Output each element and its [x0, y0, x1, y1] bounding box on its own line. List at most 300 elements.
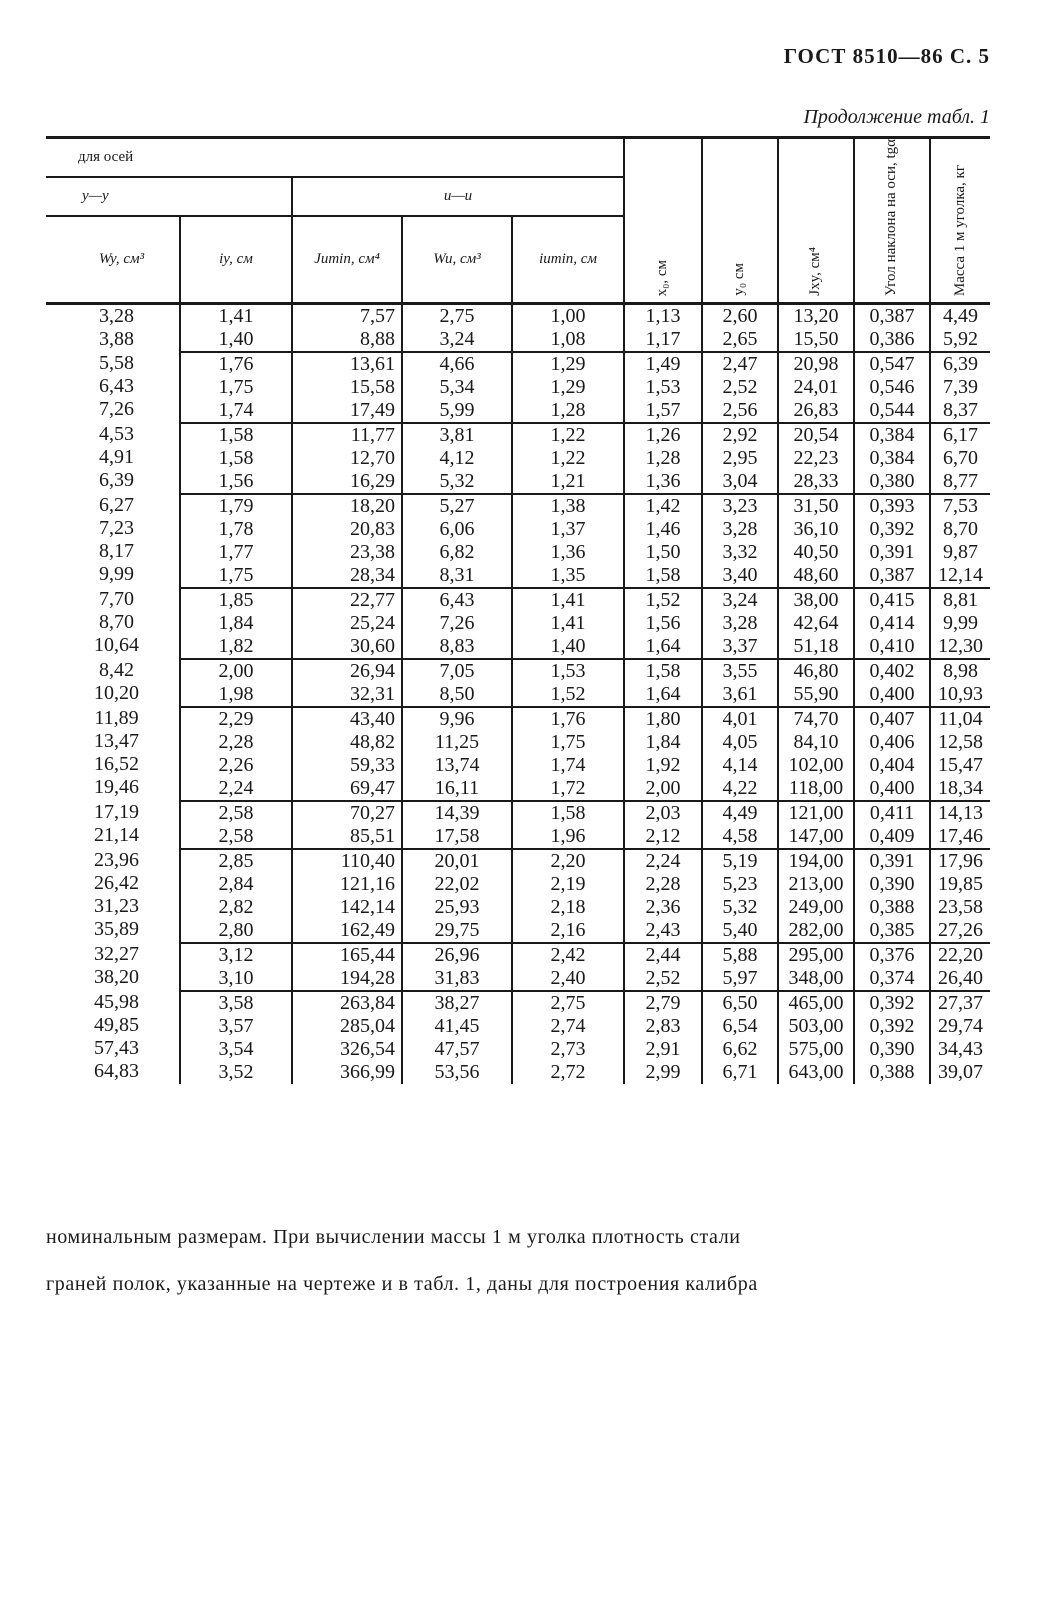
cell-iy — [180, 423, 292, 494]
cell-value: 2,28 — [218, 731, 254, 754]
cell-value: 6,43 — [439, 589, 475, 612]
cell-value: 6,17 — [943, 424, 979, 447]
cell-value: 0,410 — [869, 635, 915, 658]
cell-angle — [854, 588, 930, 659]
cell-value: 6,82 — [439, 541, 475, 564]
cell-value: 13,74 — [434, 754, 480, 777]
cell-value: 84,10 — [793, 731, 839, 754]
cell-value: 40,50 — [793, 541, 839, 564]
cell-value: 1,56 — [218, 470, 254, 493]
cell-value: 64,83 — [94, 1060, 139, 1083]
cell-value: 5,19 — [722, 850, 758, 873]
continuation-label: Продолжение табл. 1 — [803, 106, 990, 128]
cell-value: 4,91 — [99, 446, 134, 469]
cell-jumin — [292, 423, 402, 494]
cell-value: 1,84 — [645, 731, 681, 754]
cell-value: 4,53 — [99, 423, 134, 446]
cell-value: 57,43 — [94, 1037, 139, 1060]
table-row-group — [46, 494, 990, 588]
cell-value: 38,00 — [793, 589, 839, 612]
cell-value: 0,415 — [869, 589, 915, 612]
cell-wu — [402, 943, 512, 991]
cell-value: 2,56 — [722, 399, 758, 422]
cell-value: 49,85 — [94, 1014, 139, 1037]
cell-value: 16,29 — [350, 470, 395, 493]
cell-value: 5,99 — [439, 399, 475, 422]
cell-iy — [180, 849, 292, 943]
cell-wu — [402, 588, 512, 659]
cell-iumin — [512, 588, 624, 659]
cell-jumin — [292, 494, 402, 588]
cell-value: 10,93 — [938, 683, 984, 706]
cell-wu — [402, 659, 512, 707]
cell-value: 69,47 — [350, 777, 395, 800]
cell-value: 285,04 — [340, 1015, 395, 1038]
cell-wy — [46, 352, 180, 423]
cell-value: 23,96 — [94, 849, 139, 872]
table-row-group — [46, 659, 990, 707]
cell-value: 4,66 — [439, 353, 475, 376]
footer-line-1: номинальным размерам. При вычислении массы 1 м уголка плотность стали — [46, 1226, 741, 1248]
cell-value: 25,24 — [350, 612, 395, 635]
cell-x0 — [624, 707, 702, 801]
cell-iy — [180, 707, 292, 801]
cell-value: 8,70 — [99, 611, 134, 634]
cell-value: 17,96 — [938, 850, 984, 873]
cell-jumin — [292, 352, 402, 423]
cell-mass — [930, 659, 990, 707]
cell-x0 — [624, 849, 702, 943]
cell-value: 4,58 — [722, 825, 758, 848]
cell-value: 1,78 — [218, 518, 254, 541]
cell-value: 0,386 — [869, 328, 915, 351]
cell-value: 1,22 — [550, 424, 586, 447]
cell-value: 0,404 — [869, 754, 915, 777]
cell-value: 8,17 — [99, 540, 134, 563]
cell-value: 0,393 — [869, 495, 915, 518]
cell-value: 22,23 — [793, 447, 839, 470]
cell-wy — [46, 494, 180, 588]
cell-value: 2,44 — [645, 944, 681, 967]
cell-wu — [402, 801, 512, 849]
cell-value: 326,54 — [340, 1038, 395, 1061]
cell-value: 2,72 — [550, 1061, 586, 1084]
cell-iy — [180, 991, 292, 1084]
cell-value: 6,70 — [943, 447, 979, 470]
cell-value: 1,36 — [550, 541, 586, 564]
cell-value: 12,14 — [938, 564, 984, 587]
cell-jxy — [778, 659, 854, 707]
cell-y0 — [702, 588, 778, 659]
cell-x0 — [624, 304, 702, 353]
cell-value: 3,28 — [722, 518, 758, 541]
cell-value: 1,21 — [550, 470, 586, 493]
cell-value: 1,92 — [645, 754, 681, 777]
cell-value: 162,49 — [340, 919, 395, 942]
cell-iy — [180, 943, 292, 991]
cell-value: 18,20 — [350, 495, 395, 518]
cell-value: 1,00 — [550, 305, 586, 328]
cell-value: 2,58 — [218, 825, 254, 848]
cell-value: 2,79 — [645, 992, 681, 1015]
cell-value: 2,00 — [218, 660, 254, 683]
cell-value: 1,41 — [550, 612, 586, 635]
cell-value: 0,390 — [869, 1038, 915, 1061]
cell-value: 38,27 — [434, 992, 480, 1015]
cell-angle — [854, 801, 930, 849]
cell-value: 2,52 — [722, 376, 758, 399]
col-header-angle: Угол наклона на оси, tgα — [854, 138, 930, 304]
cell-x0 — [624, 352, 702, 423]
cell-value: 1,52 — [645, 589, 681, 612]
cell-value: 13,47 — [94, 730, 139, 753]
cell-value: 3,04 — [722, 470, 758, 493]
cell-value: 194,00 — [788, 850, 844, 873]
cell-y0 — [702, 494, 778, 588]
cell-value: 0,544 — [869, 399, 915, 422]
cell-value: 35,89 — [94, 918, 139, 941]
cell-value: 55,90 — [793, 683, 839, 706]
cell-x0 — [624, 943, 702, 991]
cell-value: 1,41 — [550, 589, 586, 612]
cell-value: 12,70 — [350, 447, 395, 470]
cell-value: 20,01 — [434, 850, 480, 873]
cell-value: 15,50 — [793, 328, 839, 351]
cell-value: 5,58 — [99, 352, 134, 375]
cell-value: 1,40 — [550, 635, 586, 658]
cell-value: 0,546 — [869, 376, 915, 399]
cell-value: 0,400 — [869, 683, 915, 706]
cell-value: 1,58 — [645, 660, 681, 683]
cell-value: 2,20 — [550, 850, 586, 873]
cell-value: 1,50 — [645, 541, 681, 564]
cell-value: 6,71 — [722, 1061, 758, 1084]
cell-value: 1,22 — [550, 447, 586, 470]
cell-value: 1,96 — [550, 825, 586, 848]
cell-angle — [854, 352, 930, 423]
cell-value: 5,32 — [722, 896, 758, 919]
cell-value: 0,409 — [869, 825, 915, 848]
cell-value: 3,88 — [99, 328, 134, 351]
cell-value: 1,75 — [218, 564, 254, 587]
cell-value: 8,88 — [360, 328, 395, 351]
cell-value: 7,05 — [439, 660, 475, 683]
group-y-label: y—y — [46, 177, 292, 216]
cell-value: 6,27 — [99, 494, 134, 517]
cell-iy — [180, 801, 292, 849]
cell-value: 1,28 — [550, 399, 586, 422]
table-row-group — [46, 707, 990, 801]
cell-jumin — [292, 659, 402, 707]
table-row-group — [46, 423, 990, 494]
cell-wu — [402, 494, 512, 588]
col-header-wy: Wy, см³ — [46, 216, 180, 304]
cell-value: 121,00 — [788, 802, 844, 825]
table-row-group — [46, 943, 990, 991]
cell-value: 165,44 — [340, 944, 395, 967]
cell-value: 26,42 — [94, 872, 139, 895]
cell-value: 8,83 — [439, 635, 475, 658]
cell-value: 19,85 — [938, 873, 984, 896]
cell-value: 11,77 — [350, 424, 395, 447]
cell-value: 42,64 — [793, 612, 839, 635]
cell-y0 — [702, 943, 778, 991]
cell-value: 26,40 — [938, 967, 984, 990]
cell-wy — [46, 801, 180, 849]
cell-value: 3,52 — [218, 1061, 254, 1084]
cell-value: 17,46 — [938, 825, 984, 848]
cell-value: 53,56 — [434, 1061, 480, 1084]
cell-wy — [46, 943, 180, 991]
cell-value: 5,92 — [943, 328, 979, 351]
cell-value: 17,19 — [94, 801, 139, 824]
cell-value: 4,22 — [722, 777, 758, 800]
cell-value: 2,60 — [722, 305, 758, 328]
cell-angle — [854, 991, 930, 1084]
cell-value: 213,00 — [788, 873, 844, 896]
cell-value: 2,42 — [550, 944, 586, 967]
cell-angle — [854, 849, 930, 943]
cell-jumin — [292, 707, 402, 801]
cell-value: 2,84 — [218, 873, 254, 896]
cell-value: 7,26 — [99, 398, 134, 421]
cell-value: 9,99 — [99, 563, 134, 586]
cell-value: 5,88 — [722, 944, 758, 967]
cell-value: 366,99 — [340, 1061, 395, 1084]
cell-value: 1,84 — [218, 612, 254, 635]
cell-value: 17,49 — [350, 399, 395, 422]
cell-value: 0,411 — [869, 802, 915, 825]
cell-value: 6,50 — [722, 992, 758, 1015]
cell-value: 3,23 — [722, 495, 758, 518]
cell-value: 3,57 — [218, 1015, 254, 1038]
table-row-group — [46, 352, 990, 423]
cell-value: 6,39 — [943, 353, 979, 376]
cell-jumin — [292, 943, 402, 991]
cell-value: 11,25 — [434, 731, 480, 754]
cell-angle — [854, 707, 930, 801]
cell-value: 74,70 — [793, 708, 839, 731]
cell-value: 3,61 — [722, 683, 758, 706]
col-header-jumin: Jumin, см⁴ — [292, 216, 402, 304]
cell-value: 2,91 — [645, 1038, 681, 1061]
cell-value: 3,37 — [722, 635, 758, 658]
cell-value: 16,11 — [434, 777, 480, 800]
cell-jxy — [778, 943, 854, 991]
cell-value: 3,81 — [439, 424, 475, 447]
cell-value: 1,37 — [550, 518, 586, 541]
cell-value: 4,14 — [722, 754, 758, 777]
cell-value: 6,43 — [99, 375, 134, 398]
cell-value: 10,64 — [94, 634, 139, 657]
cell-jxy — [778, 352, 854, 423]
table-row-group — [46, 304, 990, 353]
cell-value: 8,31 — [439, 564, 475, 587]
cell-value: 21,14 — [94, 824, 139, 847]
cell-value: 2,26 — [218, 754, 254, 777]
table-row-group — [46, 801, 990, 849]
cell-mass — [930, 849, 990, 943]
cell-value: 48,82 — [350, 731, 395, 754]
cell-value: 2,00 — [645, 777, 681, 800]
cell-value: 3,12 — [218, 944, 254, 967]
cell-value: 15,58 — [350, 376, 395, 399]
cell-value: 0,547 — [869, 353, 915, 376]
cell-value: 2,99 — [645, 1061, 681, 1084]
cell-value: 1,75 — [550, 731, 586, 754]
axes-group-label: для осей — [46, 138, 624, 177]
cell-value: 13,61 — [350, 353, 395, 376]
cell-value: 20,83 — [350, 518, 395, 541]
cell-value: 295,00 — [788, 944, 844, 967]
cell-value: 0,400 — [869, 777, 915, 800]
cell-value: 9,96 — [439, 708, 475, 731]
cell-x0 — [624, 494, 702, 588]
cell-x0 — [624, 659, 702, 707]
cell-jxy — [778, 494, 854, 588]
cell-mass — [930, 423, 990, 494]
cell-wy — [46, 707, 180, 801]
cell-jumin — [292, 849, 402, 943]
cell-value: 2,47 — [722, 353, 758, 376]
cell-value: 4,05 — [722, 731, 758, 754]
cell-value: 110,40 — [340, 850, 395, 873]
cell-jxy — [778, 304, 854, 353]
cell-mass — [930, 943, 990, 991]
cell-value: 4,49 — [722, 802, 758, 825]
cell-value: 1,76 — [550, 708, 586, 731]
col-header-x0: x₀, см — [624, 138, 702, 304]
cell-value: 2,40 — [550, 967, 586, 990]
table-row-group — [46, 991, 990, 1084]
cell-y0 — [702, 304, 778, 353]
cell-value: 0,387 — [869, 305, 915, 328]
cell-value: 6,06 — [439, 518, 475, 541]
cell-jxy — [778, 588, 854, 659]
cell-iumin — [512, 943, 624, 991]
cell-angle — [854, 659, 930, 707]
cell-value: 1,58 — [218, 447, 254, 470]
cell-value: 2,03 — [645, 802, 681, 825]
cell-mass — [930, 304, 990, 353]
cell-value: 2,16 — [550, 919, 586, 942]
cell-iy — [180, 588, 292, 659]
cell-angle — [854, 494, 930, 588]
cell-value: 1,41 — [218, 305, 254, 328]
table-row-group — [46, 849, 990, 943]
cell-value: 0,406 — [869, 731, 915, 754]
cell-value: 0,380 — [869, 470, 915, 493]
cell-value: 0,392 — [869, 992, 915, 1015]
cell-jumin — [292, 304, 402, 353]
cell-value: 27,26 — [938, 919, 984, 942]
cell-value: 17,58 — [434, 825, 480, 848]
cell-value: 5,40 — [722, 919, 758, 942]
cell-value: 7,39 — [943, 376, 979, 399]
cell-value: 4,49 — [943, 305, 979, 328]
cell-value: 2,24 — [645, 850, 681, 873]
cell-value: 348,00 — [788, 967, 844, 990]
cell-value: 5,97 — [722, 967, 758, 990]
cell-value: 2,28 — [645, 873, 681, 896]
cell-value: 20,54 — [793, 424, 839, 447]
cell-value: 2,95 — [722, 447, 758, 470]
cell-value: 1,85 — [218, 589, 254, 612]
cell-value: 1,29 — [550, 353, 586, 376]
cell-value: 6,54 — [722, 1015, 758, 1038]
cell-value: 1,08 — [550, 328, 586, 351]
cell-wu — [402, 991, 512, 1084]
cell-value: 3,32 — [722, 541, 758, 564]
cell-mass — [930, 352, 990, 423]
cell-value: 39,07 — [938, 1061, 984, 1084]
cell-value: 102,00 — [788, 754, 844, 777]
cell-value: 8,37 — [943, 399, 979, 422]
cell-value: 7,53 — [943, 495, 979, 518]
cell-value: 2,12 — [645, 825, 681, 848]
cell-iumin — [512, 707, 624, 801]
cell-iumin — [512, 352, 624, 423]
cell-wu — [402, 352, 512, 423]
cell-value: 1,36 — [645, 470, 681, 493]
cell-value: 24,01 — [793, 376, 839, 399]
cell-iumin — [512, 659, 624, 707]
cell-value: 1,38 — [550, 495, 586, 518]
cell-value: 8,50 — [439, 683, 475, 706]
table-row-group — [46, 588, 990, 659]
cell-x0 — [624, 991, 702, 1084]
cell-wu — [402, 304, 512, 353]
cell-value: 7,70 — [99, 588, 134, 611]
cell-value: 0,388 — [869, 1061, 915, 1084]
cell-jumin — [292, 991, 402, 1084]
footer-line-2: граней полок, указанные на чертеже и в табл. 1, даны для построения калибра — [46, 1273, 758, 1295]
cell-value: 249,00 — [788, 896, 844, 919]
cell-value: 1,29 — [550, 376, 586, 399]
cell-value: 28,33 — [793, 470, 839, 493]
cell-value: 1,80 — [645, 708, 681, 731]
cell-value: 4,01 — [722, 708, 758, 731]
cell-value: 31,83 — [434, 967, 480, 990]
cell-value: 7,57 — [360, 305, 395, 328]
cell-value: 1,98 — [218, 683, 254, 706]
cell-value: 575,00 — [788, 1038, 844, 1061]
cell-wy — [46, 304, 180, 353]
cell-value: 29,75 — [434, 919, 480, 942]
cell-value: 2,52 — [645, 967, 681, 990]
cell-value: 1,72 — [550, 777, 586, 800]
cell-value: 2,29 — [218, 708, 254, 731]
col-header-y0: y₀ см — [702, 138, 778, 304]
cell-value: 1,17 — [645, 328, 681, 351]
cell-wu — [402, 423, 512, 494]
cell-value: 0,414 — [869, 612, 915, 635]
cell-value: 28,34 — [350, 564, 395, 587]
cell-value: 38,20 — [94, 966, 139, 989]
cell-iy — [180, 494, 292, 588]
cell-value: 0,384 — [869, 447, 915, 470]
cell-wy — [46, 588, 180, 659]
cell-value: 14,39 — [434, 802, 480, 825]
cell-value: 1,58 — [645, 564, 681, 587]
cell-value: 2,36 — [645, 896, 681, 919]
cell-value: 9,87 — [943, 541, 979, 564]
cell-value: 1,52 — [550, 683, 586, 706]
cell-value: 11,89 — [94, 707, 139, 730]
cell-value: 2,24 — [218, 777, 254, 800]
cell-value: 0,392 — [869, 518, 915, 541]
cell-value: 27,37 — [938, 992, 984, 1015]
